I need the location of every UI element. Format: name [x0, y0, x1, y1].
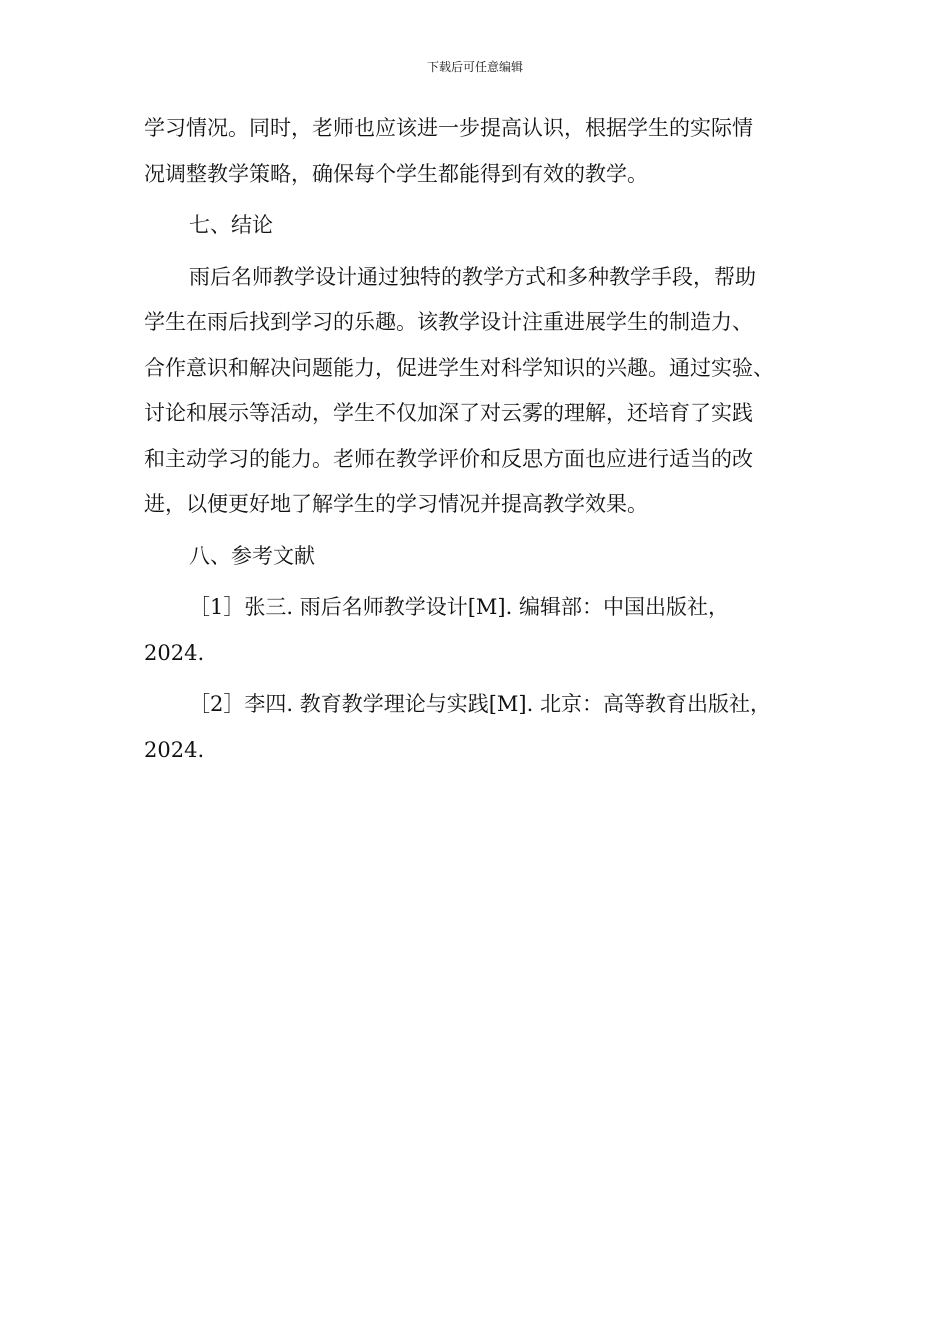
text-line: 学习情况。同时，老师也应该进一步提高认识，根据学生的实际情 — [144, 116, 753, 140]
text-line: 2024. — [144, 737, 205, 762]
text-line: 进，以便更好地了解学生的学习情况并提高教学效果。 — [144, 492, 648, 516]
text-line: ［2］李四. 教育教学理论与实践[M]. 北京：高等教育出版社， — [189, 692, 771, 716]
text-line: 况调整教学策略，确保每个学生都能得到有效的教学。 — [144, 161, 648, 186]
paragraph-continued — [144, 106, 809, 197]
text-line: 学生在雨后找到学习的乐趣。该教学设计注重进展学生的制造力、 — [144, 310, 753, 334]
text-line: 合作意识和解决问题能力，促进学生对科学知识的兴趣。通过实验、 — [144, 355, 774, 380]
text-line: 2024. — [144, 640, 205, 665]
section-heading-references: 八、参考文献 — [189, 543, 315, 568]
text-line: 讨论和展示等活动，学生不仅加深了对云雾的理解，还培育了实践 — [144, 401, 753, 425]
document-body — [144, 106, 809, 779]
text-line: ［1］张三. 雨后名师教学设计[M]. 编辑部：中国出版社， — [189, 595, 729, 619]
page-header: 下载后可任意编辑 — [426, 60, 523, 74]
text-line: 雨后名师教学设计通过独特的教学方式和多种教学手段，帮助 — [189, 264, 756, 289]
reference-item-2 — [144, 682, 809, 773]
section-heading-conclusion: 七、结论 — [189, 213, 273, 237]
reference-item-1 — [144, 585, 809, 676]
paragraph-conclusion — [144, 255, 809, 528]
text-line: 和主动学习的能力。老师在教学评价和反思方面也应进行适当的改 — [144, 446, 753, 471]
